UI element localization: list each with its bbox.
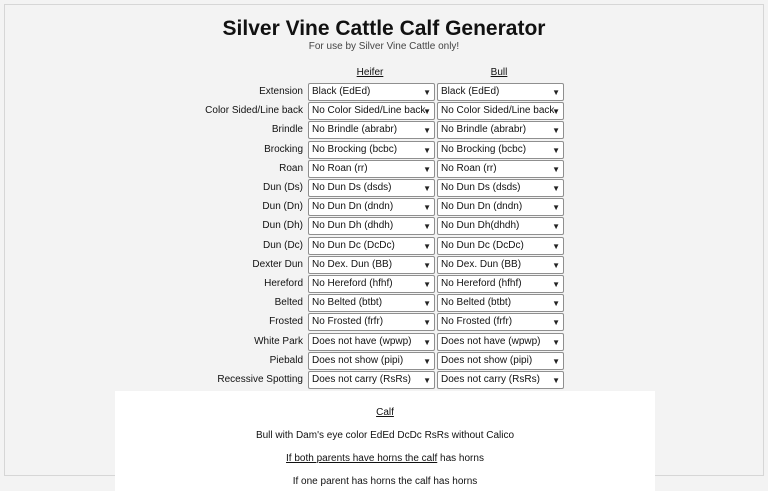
heifer-gene-select-value: No Dex. Dun (BB) [312,259,393,270]
horn-rule-both-rest: has horns [437,453,484,464]
chevron-down-icon: ▼ [423,357,431,366]
bull-gene-select-value: No Belted (btbt) [441,297,512,308]
heifer-gene-select-value: No Brocking (bcbc) [312,144,398,155]
heifer-gene-select[interactable] [308,141,435,159]
chevron-down-icon: ▼ [552,146,560,155]
gene-label: Dun (Dh) [262,220,303,231]
chevron-down-icon: ▼ [552,338,560,347]
chevron-down-icon: ▼ [552,280,560,289]
heifer-gene-select-value: No Dun Dc (DcDc) [312,240,395,251]
bull-gene-select-value: No Dun Ds (dsds) [441,182,521,193]
chevron-down-icon: ▼ [552,107,560,116]
gene-row [5,237,763,255]
chevron-down-icon: ▼ [423,242,431,251]
bull-gene-select[interactable] [437,313,564,331]
gene-label: Frosted [269,316,303,327]
bull-gene-select[interactable] [437,237,564,255]
heifer-gene-select[interactable] [308,371,435,389]
bull-gene-select[interactable] [437,141,564,159]
bull-gene-select-value: No Frosted (frfr) [441,316,513,327]
gene-row [5,179,763,197]
chevron-down-icon: ▼ [552,299,560,308]
chevron-down-icon: ▼ [423,184,431,193]
bull-gene-select-value: No Color Sided/Line back [441,105,555,116]
gene-label: Dun (Dn) [262,201,303,212]
heifer-gene-select-value: No Frosted (frfr) [312,316,384,327]
heifer-gene-select[interactable] [308,237,435,255]
gene-label: Brocking [264,144,303,155]
heifer-gene-select[interactable] [308,102,435,120]
horn-rule-both [115,453,655,464]
chevron-down-icon: ▼ [552,318,560,327]
chevron-down-icon: ▼ [423,107,431,116]
calf-description: Bull with Dam's eye color EdEd DcDc RsRs without Calico [255,430,515,441]
bull-gene-select[interactable] [437,198,564,216]
heifer-gene-select[interactable] [308,333,435,351]
heifer-gene-select[interactable] [308,352,435,370]
chevron-down-icon: ▼ [423,338,431,347]
gene-row [5,256,763,274]
heifer-gene-select-value: Does not show (pipi) [312,355,404,366]
chevron-down-icon: ▼ [423,280,431,289]
bull-gene-select-value: No Brindle (abrabr) [441,124,527,135]
heifer-gene-select-value: No Hereford (hfhf) [312,278,393,289]
chevron-down-icon: ▼ [423,222,431,231]
chevron-down-icon: ▼ [552,357,560,366]
chevron-down-icon: ▼ [423,261,431,270]
gene-row [5,198,763,216]
chevron-down-icon: ▼ [423,318,431,327]
chevron-down-icon: ▼ [552,184,560,193]
chevron-down-icon: ▼ [552,203,560,212]
bull-gene-select[interactable] [437,179,564,197]
chevron-down-icon: ▼ [552,261,560,270]
chevron-down-icon: ▼ [552,88,560,97]
bull-gene-select-value: No Roan (rr) [441,163,497,174]
chevron-down-icon: ▼ [552,126,560,135]
gene-label: Roan [279,163,303,174]
bull-gene-select[interactable] [437,160,564,178]
gene-label: Belted [274,297,303,308]
gene-label: Dun (Dc) [262,240,303,251]
bull-gene-select[interactable] [437,217,564,235]
heifer-gene-select[interactable] [308,294,435,312]
gene-label: Hereford [264,278,303,289]
gene-row [5,141,763,159]
bull-gene-select[interactable] [437,102,564,120]
chevron-down-icon: ▼ [552,165,560,174]
gene-row [5,333,763,351]
heifer-gene-select[interactable] [308,160,435,178]
heifer-gene-select[interactable] [308,217,435,235]
chevron-down-icon: ▼ [552,376,560,385]
bull-column-header: Bull [490,67,508,78]
gene-label: Recessive Spotting [217,374,303,385]
bull-gene-select-value: Does not carry (RsRs) [441,374,540,385]
bull-gene-select-value: No Dun Dc (DcDc) [441,240,524,251]
page-title: Silver Vine Cattle Calf Generator [222,17,546,40]
chevron-down-icon: ▼ [423,146,431,155]
page-subtitle: For use by Silver Vine Cattle only! [308,41,460,52]
bull-gene-select[interactable] [437,371,564,389]
heifer-gene-select[interactable] [308,121,435,139]
bull-gene-select-value: Black (EdEd) [441,86,500,97]
calf-heading: Calf [376,407,394,418]
bull-gene-select[interactable] [437,333,564,351]
gene-label: Dexter Dun [252,259,303,270]
heifer-column-header: Heifer [356,67,384,78]
heifer-gene-select-value: No Dun Ds (dsds) [312,182,392,193]
chevron-down-icon: ▼ [552,242,560,251]
gene-row [5,275,763,293]
chevron-down-icon: ▼ [552,222,560,231]
heifer-gene-select-value: No Dun Dh (dhdh) [312,220,394,231]
bull-gene-select[interactable] [437,256,564,274]
chevron-down-icon: ▼ [423,88,431,97]
gene-label: White Park [254,336,303,347]
chevron-down-icon: ▼ [423,203,431,212]
heifer-gene-select-value: Does not have (wpwp) [312,336,412,347]
bull-gene-select-value: Does not have (wpwp) [441,336,541,347]
bull-gene-select-value: No Dex. Dun (BB) [441,259,522,270]
gene-row [5,83,763,101]
bull-gene-select-value: No Dun Dn (dndn) [441,201,523,212]
app-frame [4,4,764,487]
gene-row [5,294,763,312]
gene-label: Color Sided/Line back [205,105,303,116]
gene-label: Brindle [271,124,303,135]
gene-label: Piebald [269,355,303,366]
heifer-gene-select-value: No Roan (rr) [312,163,368,174]
heifer-gene-select[interactable] [308,198,435,216]
chevron-down-icon: ▼ [423,165,431,174]
bull-gene-select-value: No Dun Dh(dhdh) [441,220,520,231]
bull-gene-select[interactable] [437,83,564,101]
heifer-gene-select-value: No Dun Dn (dndn) [312,201,394,212]
heifer-gene-select[interactable] [308,256,435,274]
gene-label: Dun (Ds) [262,182,303,193]
heifer-gene-select-value: No Color Sided/Line back [312,105,426,116]
gene-row [5,217,763,235]
gene-row [5,352,763,370]
gene-row [5,313,763,331]
gene-row [5,121,763,139]
chevron-down-icon: ▼ [423,376,431,385]
gene-row [5,371,763,389]
heifer-gene-select-value: Does not carry (RsRs) [312,374,411,385]
heifer-gene-select[interactable] [308,179,435,197]
bull-gene-select-value: No Hereford (hfhf) [441,278,522,289]
gene-label: Extension [259,86,303,97]
gene-row [5,102,763,120]
bull-gene-select[interactable] [437,352,564,370]
heifer-gene-select[interactable] [308,275,435,293]
bull-gene-select-value: No Brocking (bcbc) [441,144,527,155]
heifer-gene-select-value: No Brindle (abrabr) [312,124,398,135]
heifer-gene-select-value: Black (EdEd) [312,86,371,97]
bull-gene-select[interactable] [437,294,564,312]
horn-rule-one: If one parent has horns the calf has horns [292,476,478,487]
heifer-gene-select[interactable] [308,313,435,331]
calf-result-panel [115,391,655,491]
heifer-gene-select[interactable] [308,83,435,101]
chevron-down-icon: ▼ [423,299,431,308]
bull-gene-select[interactable] [437,275,564,293]
gene-row [5,160,763,178]
heifer-gene-select-value: No Belted (btbt) [312,297,383,308]
bull-gene-select-value: Does not show (pipi) [441,355,533,366]
horn-rule-both-underlined: If both parents have horns the calf [286,453,438,464]
chevron-down-icon: ▼ [423,126,431,135]
bull-gene-select[interactable] [437,121,564,139]
